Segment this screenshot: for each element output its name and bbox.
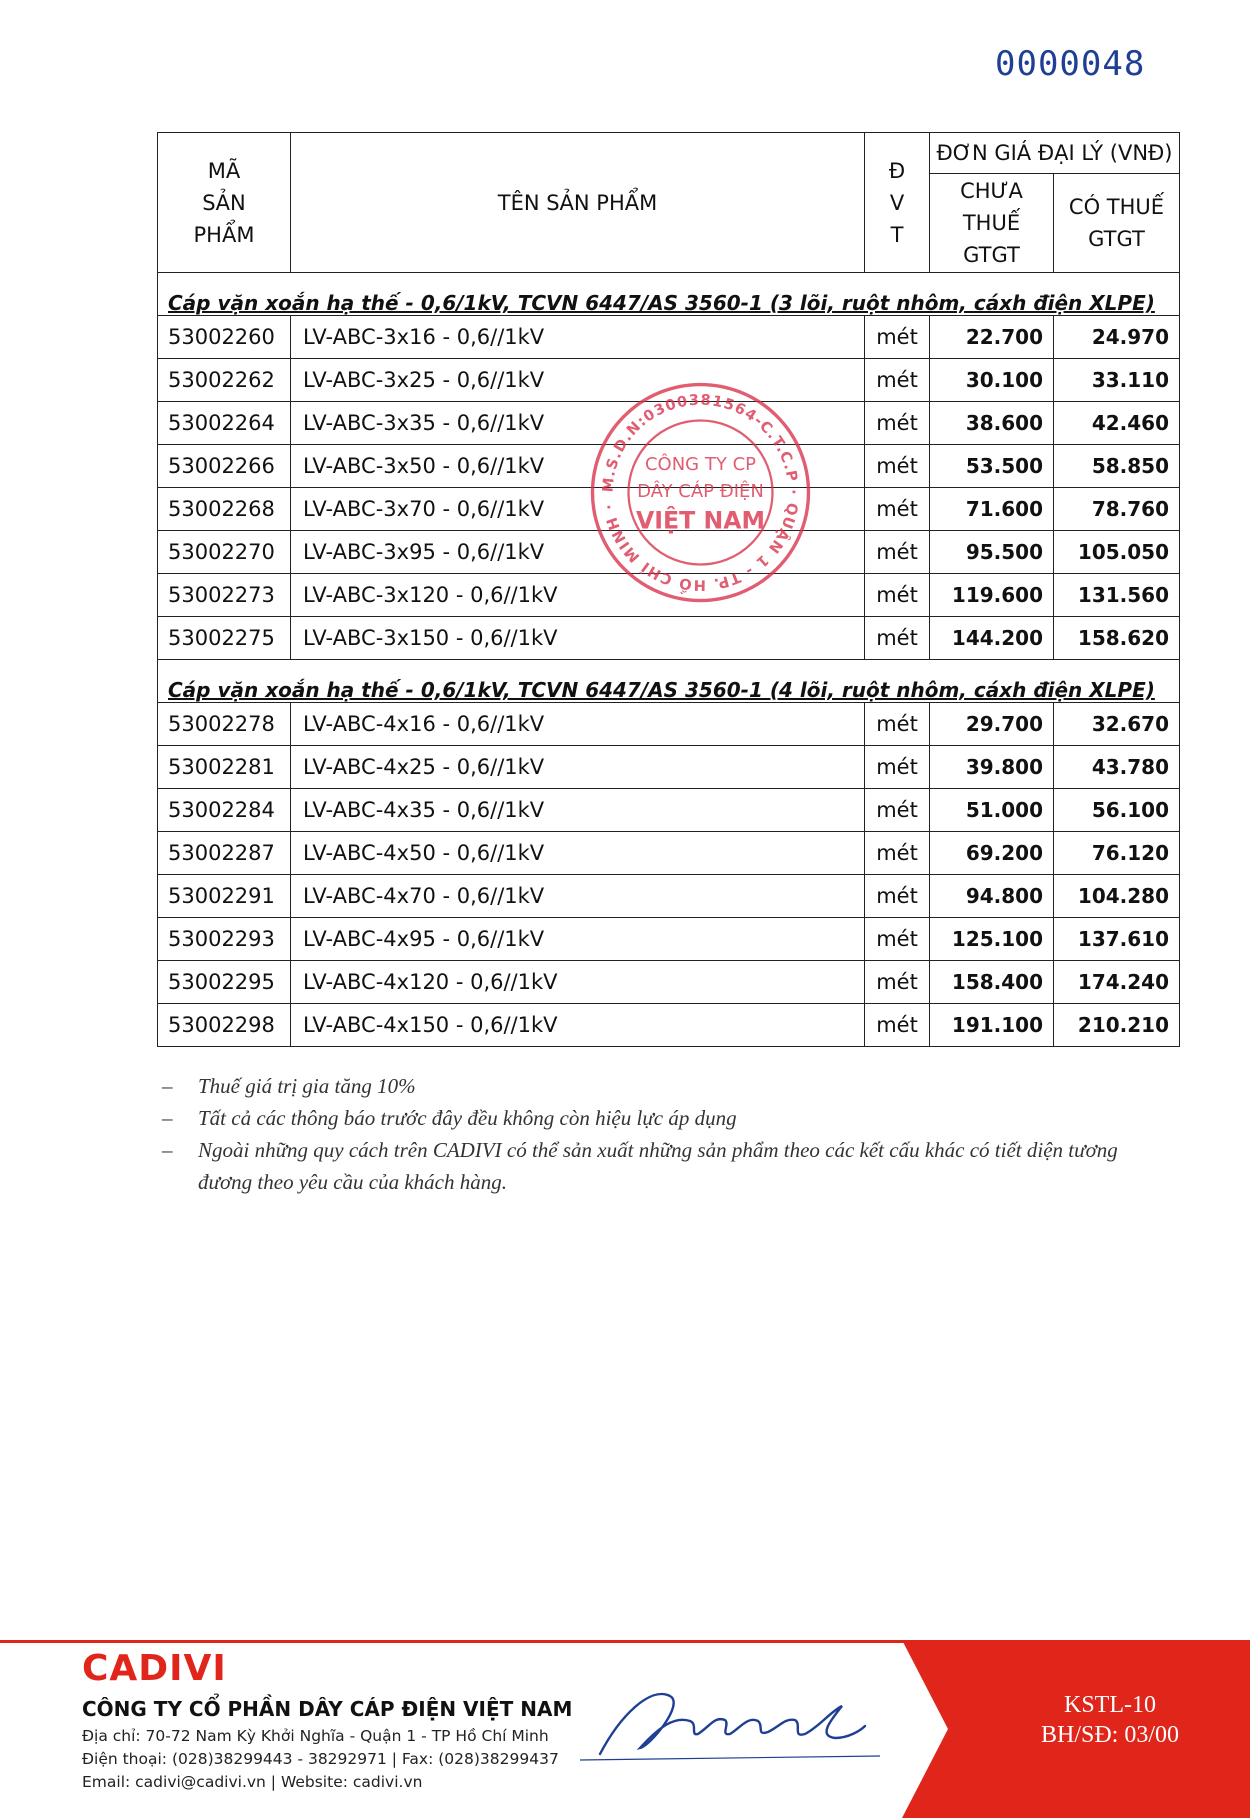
price-before-tax-cell: 69.200 <box>930 832 1054 875</box>
unit-cell: mét <box>865 445 930 488</box>
unit-cell: mét <box>865 918 930 961</box>
price-with-tax-cell: 174.240 <box>1054 961 1180 1004</box>
company-stamp <box>588 380 813 605</box>
group-header-row <box>158 660 1180 703</box>
price-before-tax-cell: 38.600 <box>930 402 1054 445</box>
unit-cell: mét <box>865 316 930 359</box>
product-name-cell: LV-ABC-4x50 - 0,6//1kV <box>291 832 865 875</box>
product-code-cell: 53002260 <box>158 316 291 359</box>
company-name: CÔNG TY CỔ PHẦN DÂY CÁP ĐIỆN VIỆT NAM <box>82 1697 573 1721</box>
price-before-tax-cell: 30.100 <box>930 359 1054 402</box>
table-row <box>158 789 1180 832</box>
product-code-cell: 53002268 <box>158 488 291 531</box>
signature <box>580 1676 880 1766</box>
header-price-before-tax: CHƯA THUẾ GTGT <box>930 174 1054 273</box>
product-code-cell: 53002287 <box>158 832 291 875</box>
note-previous-notices: – Tất cả các thông báo trước đây đều không còn hiệu lực áp dụng <box>162 1106 737 1130</box>
product-name-cell: LV-ABC-3x25 - 0,6//1kV <box>291 359 865 402</box>
unit-cell: mét <box>865 1004 930 1047</box>
form-code: KSTL-10 BH/SĐ: 03/00 <box>1040 1692 1180 1748</box>
header-price-with-tax: CÓ THUẾ GTGT <box>1054 174 1180 273</box>
price-before-tax-cell: 95.500 <box>930 531 1054 574</box>
unit-cell: mét <box>865 617 930 660</box>
product-code-cell: 53002278 <box>158 703 291 746</box>
table-row <box>158 617 1180 660</box>
group-header-row <box>158 273 1180 316</box>
price-before-tax-cell: 125.100 <box>930 918 1054 961</box>
svg-text:CÔNG TY CP: CÔNG TY CP <box>644 454 757 475</box>
price-before-tax-cell: 119.600 <box>930 574 1054 617</box>
company-phone: Điện thoại: (028)38299443 - 38292971 | Fax: (028)38299437 <box>82 1750 559 1768</box>
product-name-cell: LV-ABC-3x16 - 0,6//1kV <box>291 316 865 359</box>
product-code-cell: 53002270 <box>158 531 291 574</box>
note-custom-specs: – Ngoài những quy cách trên CADIVI có thể sản xuất những sản phẩm theo các kết cấu khác có tiết diện tương đương theo yêu cầu của khách hàng. <box>162 1138 1118 1194</box>
brand-logo: CADIVI <box>82 1648 227 1689</box>
unit-cell: mét <box>865 875 930 918</box>
product-name-cell: LV-ABC-4x35 - 0,6//1kV <box>291 789 865 832</box>
product-code-cell: 53002295 <box>158 961 291 1004</box>
price-with-tax-cell: 43.780 <box>1054 746 1180 789</box>
product-name-cell: LV-ABC-4x150 - 0,6//1kV <box>291 1004 865 1047</box>
product-code-cell: 53002262 <box>158 359 291 402</box>
product-code-cell: 53002275 <box>158 617 291 660</box>
price-before-tax-cell: 39.800 <box>930 746 1054 789</box>
price-before-tax-cell: 53.500 <box>930 445 1054 488</box>
price-before-tax-cell: 29.700 <box>930 703 1054 746</box>
price-with-tax-cell: 76.120 <box>1054 832 1180 875</box>
price-with-tax-cell: 104.280 <box>1054 875 1180 918</box>
header-unit: Đ V T <box>865 133 930 273</box>
company-address: Địa chỉ: 70-72 Nam Kỳ Khởi Nghĩa - Quận 1 - TP Hồ Chí Minh <box>82 1727 549 1745</box>
table-row <box>158 703 1180 746</box>
header-product-name: TÊN SẢN PHẨM <box>291 133 865 273</box>
table-row <box>158 961 1180 1004</box>
group-title: Cáp vặn xoắn hạ thế - 0,6/1kV, TCVN 6447/AS 3560-1 (4 lõi, ruột nhôm, cáxh điện XLPE) <box>158 660 1180 703</box>
product-code-cell: 53002266 <box>158 445 291 488</box>
company-email: Email: cadivi@cadivi.vn | Website: cadivi.vn <box>82 1773 423 1791</box>
unit-cell: mét <box>865 488 930 531</box>
price-before-tax-cell: 144.200 <box>930 617 1054 660</box>
product-name-cell: LV-ABC-4x16 - 0,6//1kV <box>291 703 865 746</box>
header-product-code: MÃ SẢN PHẨM <box>158 133 291 273</box>
unit-cell: mét <box>865 531 930 574</box>
table-row <box>158 746 1180 789</box>
price-before-tax-cell: 94.800 <box>930 875 1054 918</box>
price-before-tax-cell: 191.100 <box>930 1004 1054 1047</box>
table-row <box>158 832 1180 875</box>
header-dealer-price: ĐƠN GIÁ ĐẠI LÝ (VNĐ) <box>930 133 1180 174</box>
price-with-tax-cell: 24.970 <box>1054 316 1180 359</box>
product-name-cell: LV-ABC-3x150 - 0,6//1kV <box>291 617 865 660</box>
table-row <box>158 875 1180 918</box>
price-before-tax-cell: 22.700 <box>930 316 1054 359</box>
product-code-cell: 53002291 <box>158 875 291 918</box>
price-before-tax-cell: 51.000 <box>930 789 1054 832</box>
product-code-cell: 53002293 <box>158 918 291 961</box>
notes-list <box>162 1070 1122 1198</box>
product-name-cell: LV-ABC-3x70 - 0,6//1kV <box>291 488 865 531</box>
price-with-tax-cell: 42.460 <box>1054 402 1180 445</box>
price-with-tax-cell: 105.050 <box>1054 531 1180 574</box>
price-with-tax-cell: 137.610 <box>1054 918 1180 961</box>
price-with-tax-cell: 131.560 <box>1054 574 1180 617</box>
unit-cell: mét <box>865 746 930 789</box>
unit-cell: mét <box>865 359 930 402</box>
svg-text:M.S.D.N:0300381564-C.T.C.P · Q: M.S.D.N:0300381564-C.T.C.P · QUẬN 1 - TP. HỒ CHÍ MINH · <box>599 391 802 594</box>
price-with-tax-cell: 158.620 <box>1054 617 1180 660</box>
table-row <box>158 316 1180 359</box>
document-number: 0000048 <box>995 44 1146 84</box>
product-name-cell: LV-ABC-3x50 - 0,6//1kV <box>291 445 865 488</box>
price-with-tax-cell: 56.100 <box>1054 789 1180 832</box>
unit-cell: mét <box>865 789 930 832</box>
table-row <box>158 918 1180 961</box>
group-title: Cáp vặn xoắn hạ thế - 0,6/1kV, TCVN 6447/AS 3560-1 (3 lõi, ruột nhôm, cáxh điện XLPE) <box>158 273 1180 316</box>
price-with-tax-cell: 58.850 <box>1054 445 1180 488</box>
product-name-cell: LV-ABC-4x70 - 0,6//1kV <box>291 875 865 918</box>
product-code-cell: 53002264 <box>158 402 291 445</box>
product-name-cell: LV-ABC-4x120 - 0,6//1kV <box>291 961 865 1004</box>
product-name-cell: LV-ABC-4x95 - 0,6//1kV <box>291 918 865 961</box>
unit-cell: mét <box>865 574 930 617</box>
price-with-tax-cell: 210.210 <box>1054 1004 1180 1047</box>
product-code-cell: 53002298 <box>158 1004 291 1047</box>
unit-cell: mét <box>865 832 930 875</box>
product-name-cell: LV-ABC-3x95 - 0,6//1kV <box>291 531 865 574</box>
product-code-cell: 53002284 <box>158 789 291 832</box>
unit-cell: mét <box>865 402 930 445</box>
product-name-cell: LV-ABC-3x35 - 0,6//1kV <box>291 402 865 445</box>
table-row <box>158 1004 1180 1047</box>
unit-cell: mét <box>865 703 930 746</box>
price-with-tax-cell: 32.670 <box>1054 703 1180 746</box>
price-with-tax-cell: 78.760 <box>1054 488 1180 531</box>
price-before-tax-cell: 71.600 <box>930 488 1054 531</box>
note-vat: – Thuế giá trị gia tăng 10% <box>162 1074 416 1098</box>
price-with-tax-cell: 33.110 <box>1054 359 1180 402</box>
product-name-cell: LV-ABC-4x25 - 0,6//1kV <box>291 746 865 789</box>
svg-text:VIỆT NAM: VIỆT NAM <box>635 506 766 535</box>
product-code-cell: 53002273 <box>158 574 291 617</box>
product-code-cell: 53002281 <box>158 746 291 789</box>
svg-text:DÂY CÁP ĐIỆN: DÂY CÁP ĐIỆN <box>637 481 764 502</box>
product-name-cell: LV-ABC-3x120 - 0,6//1kV <box>291 574 865 617</box>
price-before-tax-cell: 158.400 <box>930 961 1054 1004</box>
unit-cell: mét <box>865 961 930 1004</box>
